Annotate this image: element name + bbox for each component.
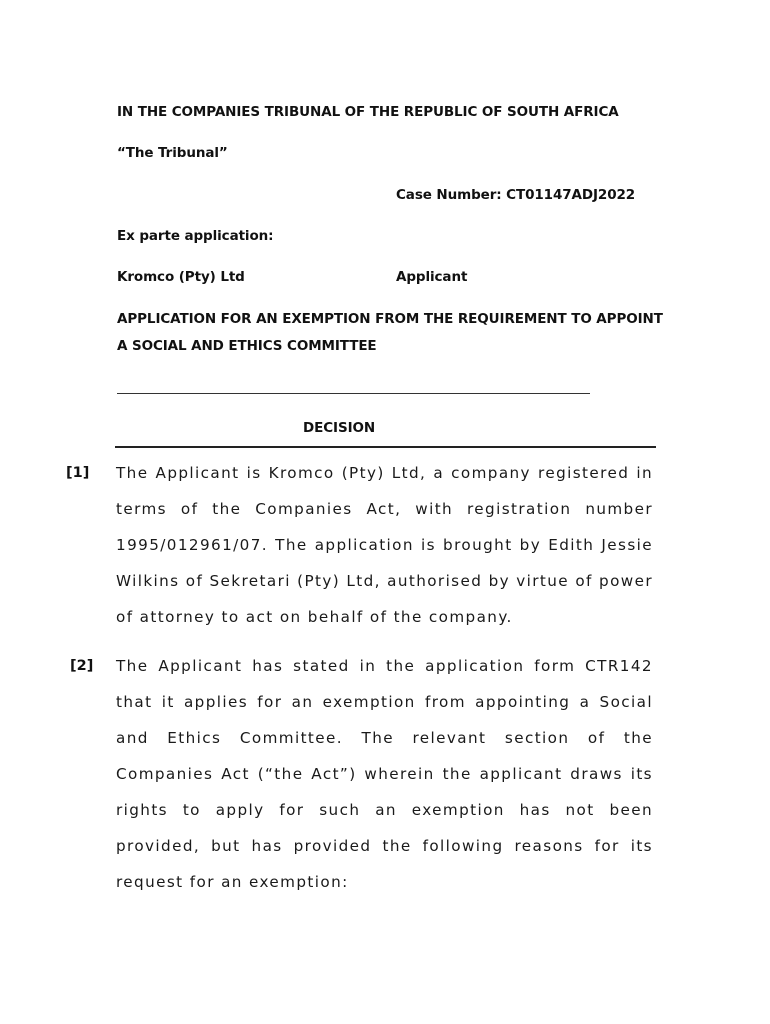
party-name: Kromco (Pty) Ltd <box>117 269 245 285</box>
application-type: Ex parte application: <box>117 228 274 244</box>
separator-line <box>117 393 590 394</box>
case-number: Case Number: CT01147ADJ2022 <box>396 187 636 203</box>
court-heading: IN THE COMPANIES TRIBUNAL OF THE REPUBLIC OF SOUTH AFRICA <box>117 104 619 120</box>
paragraph-2-text: The Applicant has stated in the application form CTR142 that it applies for an exemption from appointing a Social and Ethics Committee. The relevant section of the Companies Act (“the Act”) wherein the applicant draws its rights to apply for such an exemption has not been provided, but has provided the following reasons for its request for an exemption: <box>116 657 653 891</box>
paragraph-number-1: [1] <box>66 465 90 481</box>
application-title-line2: A SOCIAL AND ETHICS COMMITTEE <box>117 338 377 354</box>
decision-underline <box>115 446 656 448</box>
application-title-line1: APPLICATION FOR AN EXEMPTION FROM THE REQUIREMENT TO APPOINT <box>117 311 663 327</box>
paragraph-1-text: The Applicant is Kromco (Pty) Ltd, a company registered in terms of the Companies Act, with registration number 1995/012961/07. The application is brought by Edith Jessie Wilkins of Sekretari (Pty) Ltd, authorised by virtue of power of attorney to act on behalf of the company. <box>116 464 653 626</box>
tribunal-short-name: “The Tribunal” <box>117 145 228 161</box>
decision-heading: DECISION <box>303 420 376 436</box>
party-role: Applicant <box>396 269 468 285</box>
paragraph-number-2: [2] <box>70 658 94 674</box>
